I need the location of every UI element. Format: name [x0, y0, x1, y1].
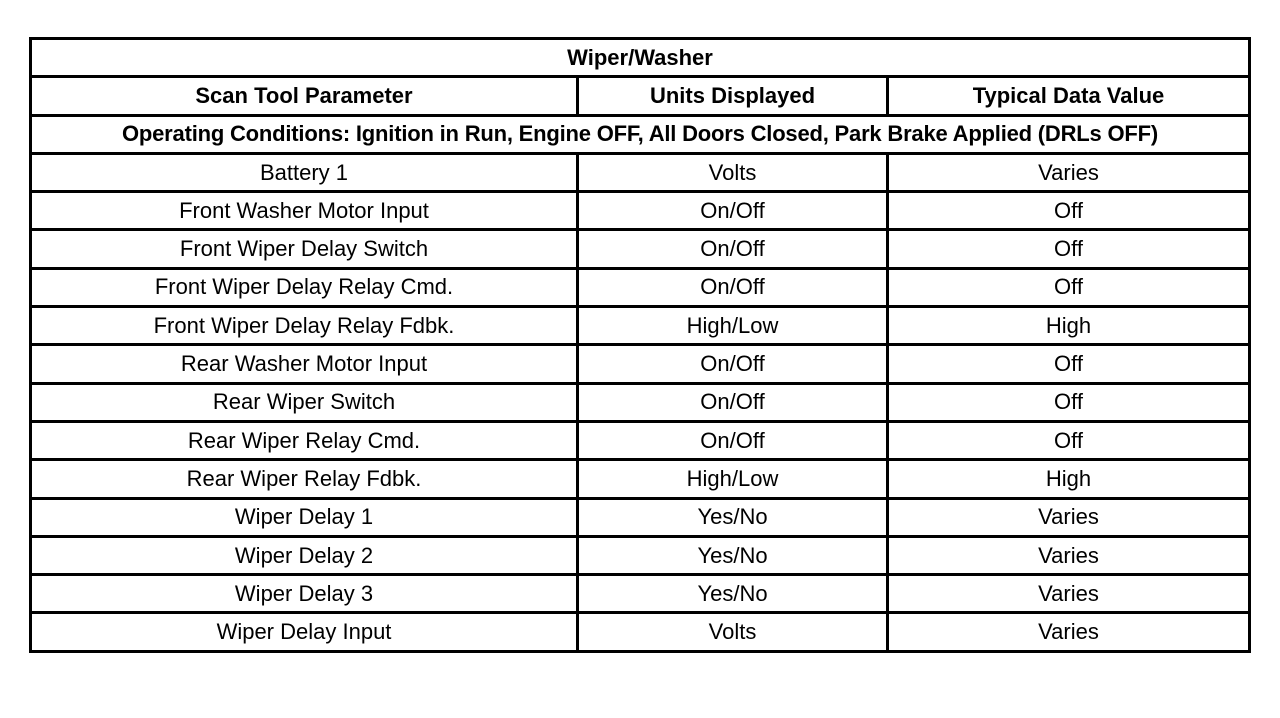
parameter-cell: Wiper Delay Input: [31, 613, 578, 651]
units-cell: On/Off: [578, 230, 888, 268]
table-row: [31, 230, 1250, 268]
table-row: [31, 460, 1250, 498]
typical-value-cell: Off: [888, 230, 1250, 268]
table-row: [31, 153, 1250, 191]
header-units-displayed: Units Displayed: [578, 77, 888, 115]
typical-value-cell: High: [888, 307, 1250, 345]
parameter-cell: Rear Wiper Switch: [31, 383, 578, 421]
table-row: [31, 307, 1250, 345]
units-cell: Yes/No: [578, 536, 888, 574]
typical-value-cell: High: [888, 460, 1250, 498]
table-row: [31, 575, 1250, 613]
units-cell: On/Off: [578, 345, 888, 383]
units-cell: High/Low: [578, 307, 888, 345]
typical-value-cell: Off: [888, 421, 1250, 459]
table-row: [31, 536, 1250, 574]
conditions-row: [31, 115, 1250, 153]
units-cell: Volts: [578, 613, 888, 651]
typical-value-cell: Off: [888, 345, 1250, 383]
parameter-cell: Front Wiper Delay Switch: [31, 230, 578, 268]
parameter-cell: Front Washer Motor Input: [31, 192, 578, 230]
table-row: [31, 268, 1250, 306]
table-row: [31, 421, 1250, 459]
typical-value-cell: Off: [888, 268, 1250, 306]
table-body: [31, 115, 1250, 651]
table-row: [31, 192, 1250, 230]
units-cell: High/Low: [578, 460, 888, 498]
wiper-washer-table: [29, 37, 1251, 653]
units-cell: On/Off: [578, 268, 888, 306]
units-cell: On/Off: [578, 192, 888, 230]
parameter-cell: Rear Wiper Relay Cmd.: [31, 421, 578, 459]
typical-value-cell: Varies: [888, 498, 1250, 536]
parameter-cell: Rear Wiper Relay Fdbk.: [31, 460, 578, 498]
units-cell: Volts: [578, 153, 888, 191]
header-row: [31, 77, 1250, 115]
table-row: [31, 383, 1250, 421]
parameter-cell: Front Wiper Delay Relay Fdbk.: [31, 307, 578, 345]
table-row: [31, 345, 1250, 383]
header-typical-data-value: Typical Data Value: [888, 77, 1250, 115]
parameter-cell: Wiper Delay 1: [31, 498, 578, 536]
parameter-cell: Rear Washer Motor Input: [31, 345, 578, 383]
table-row: [31, 613, 1250, 651]
units-cell: On/Off: [578, 383, 888, 421]
units-cell: Yes/No: [578, 575, 888, 613]
units-cell: On/Off: [578, 421, 888, 459]
table-row: [31, 498, 1250, 536]
typical-value-cell: Off: [888, 383, 1250, 421]
typical-value-cell: Varies: [888, 613, 1250, 651]
typical-value-cell: Varies: [888, 536, 1250, 574]
operating-conditions: Operating Conditions: Ignition in Run, Engine OFF, All Doors Closed, Park Brake Applied (DRLs OFF): [31, 115, 1250, 153]
table-title: Wiper/Washer: [31, 39, 1250, 77]
table-title-row: [31, 39, 1250, 77]
units-cell: Yes/No: [578, 498, 888, 536]
parameter-cell: Wiper Delay 3: [31, 575, 578, 613]
typical-value-cell: Varies: [888, 153, 1250, 191]
parameter-cell: Front Wiper Delay Relay Cmd.: [31, 268, 578, 306]
parameter-cell: Wiper Delay 2: [31, 536, 578, 574]
parameter-cell: Battery 1: [31, 153, 578, 191]
typical-value-cell: Off: [888, 192, 1250, 230]
header-scan-tool-parameter: Scan Tool Parameter: [31, 77, 578, 115]
typical-value-cell: Varies: [888, 575, 1250, 613]
